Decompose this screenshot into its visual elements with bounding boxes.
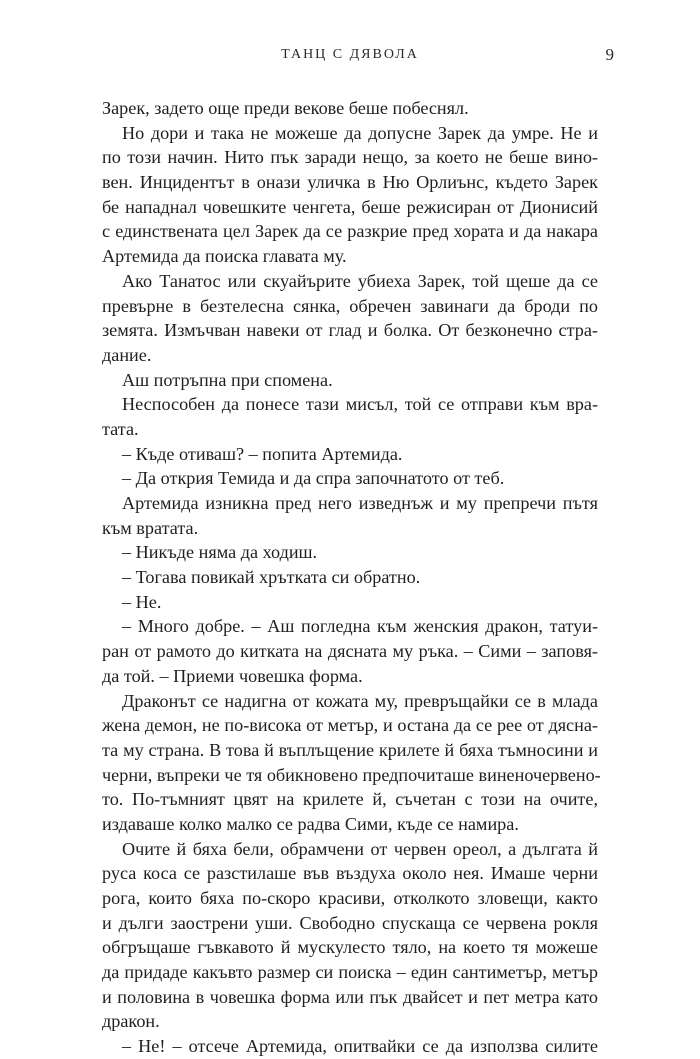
text-line: Драконът се надигна от кожата му, превръщайки се в млада bbox=[122, 690, 598, 711]
running-head bbox=[0, 47, 700, 67]
text-line: обгръщаше гъвкавото й мускулесто тяло, на което тя можеше bbox=[102, 937, 598, 958]
text-line: и дълги заострени уши. Свободно спускаща се червена рокля bbox=[102, 912, 598, 933]
page-number: 9 bbox=[605, 45, 614, 64]
text-line: тата. bbox=[102, 418, 139, 439]
text-line: руса коса се разстилаше във въздуха около нея. Имаше черни bbox=[102, 863, 598, 884]
text-line: Зарек, задето още преди векове беше побеснял. bbox=[102, 98, 469, 118]
text-line: Неспособен да понесе тази мисъл, той се отправи към вра- bbox=[122, 394, 598, 415]
text-line: издаваше колко малко се радва Сими, къде се намира. bbox=[102, 813, 519, 834]
text-line: Ако Танатос или скуайърите убиеха Зарек, той щеше да се bbox=[122, 270, 598, 291]
text-line: – Да открия Темида и да спра започнатото от теб. bbox=[122, 468, 505, 489]
text-line: превърне в безтелесна сянка, обречен завинаги да броди по bbox=[102, 295, 598, 316]
text-line: жена демон, не по-висока от метър, и остана да се рее от дясна- bbox=[102, 715, 598, 736]
text-line: Артемида да поиска главата му. bbox=[102, 246, 347, 267]
text-line: бе нападнал човешките ченгета, беше режисиран от Дионисий bbox=[102, 196, 598, 217]
text-line: Очите й бяха бели, обрамчени от червен ореол, а дългата й bbox=[122, 838, 598, 859]
text-line: дракон. bbox=[102, 1011, 160, 1032]
text-line: по този начин. Нито пък заради нещо, за което не беше вино- bbox=[102, 147, 598, 168]
text-line: Но дори и така не можеше да допусне Зарек да умре. Не и bbox=[122, 122, 598, 143]
text-line: Артемида изникна пред него изведнъж и му препречи пътя bbox=[122, 493, 598, 513]
text-line: – Къде отиваш? – попита Артемида. bbox=[122, 443, 403, 464]
running-title: ТАНЦ С ДЯВОЛА bbox=[281, 47, 419, 62]
text-line: то. По-тъмният цвят на крилете й, съчетан с този на очите, bbox=[102, 789, 598, 810]
text-line: – Не. bbox=[122, 591, 162, 612]
body-text bbox=[102, 96, 601, 1059]
text-line: рога, които бяха по-скоро красиви, отколкото зловещи, както bbox=[102, 888, 598, 908]
text-line: и половина в човешка форма или пък двайсет и пет метра като bbox=[102, 986, 598, 1007]
text-line: дание. bbox=[102, 344, 152, 365]
text-line: – Тогава повикай хрътката си обратно. bbox=[122, 567, 421, 588]
text-line: – Много добре. – Аш погледна към женския дракон, татуи- bbox=[122, 616, 598, 637]
text-line: Аш потръпна при спомена. bbox=[122, 369, 333, 390]
text-line: да той. – Приеми човешка форма. bbox=[102, 665, 363, 686]
text-line: земята. Измъчван навеки от глад и болка. От безконечно стра- bbox=[102, 320, 598, 341]
text-line: да придаде какъвто размер си поиска – един сантиметър, метър bbox=[102, 962, 598, 983]
text-line: с единствената цел Зарек да се разкрие пред хората и да накара bbox=[102, 221, 598, 242]
text-line: та му страна. В това й въплъщение крилете й бяха тъмносини и bbox=[102, 739, 598, 760]
text-line: – Никъде няма да ходиш. bbox=[122, 542, 318, 563]
text-line: към вратата. bbox=[102, 517, 199, 538]
text-line: вен. Инцидентът в онази уличка в Ню Орлиънс, където Зарек bbox=[102, 172, 598, 193]
text-line: – Не! – отсече Артемида, опитвайки се да използва силите bbox=[122, 1036, 598, 1057]
text-line: ран от рамото до китката на дясната му ръка. – Сими – заповя- bbox=[102, 641, 598, 662]
text-line: черни, въпреки че тя обикновено предпочиташе виненочервено- bbox=[102, 764, 601, 785]
